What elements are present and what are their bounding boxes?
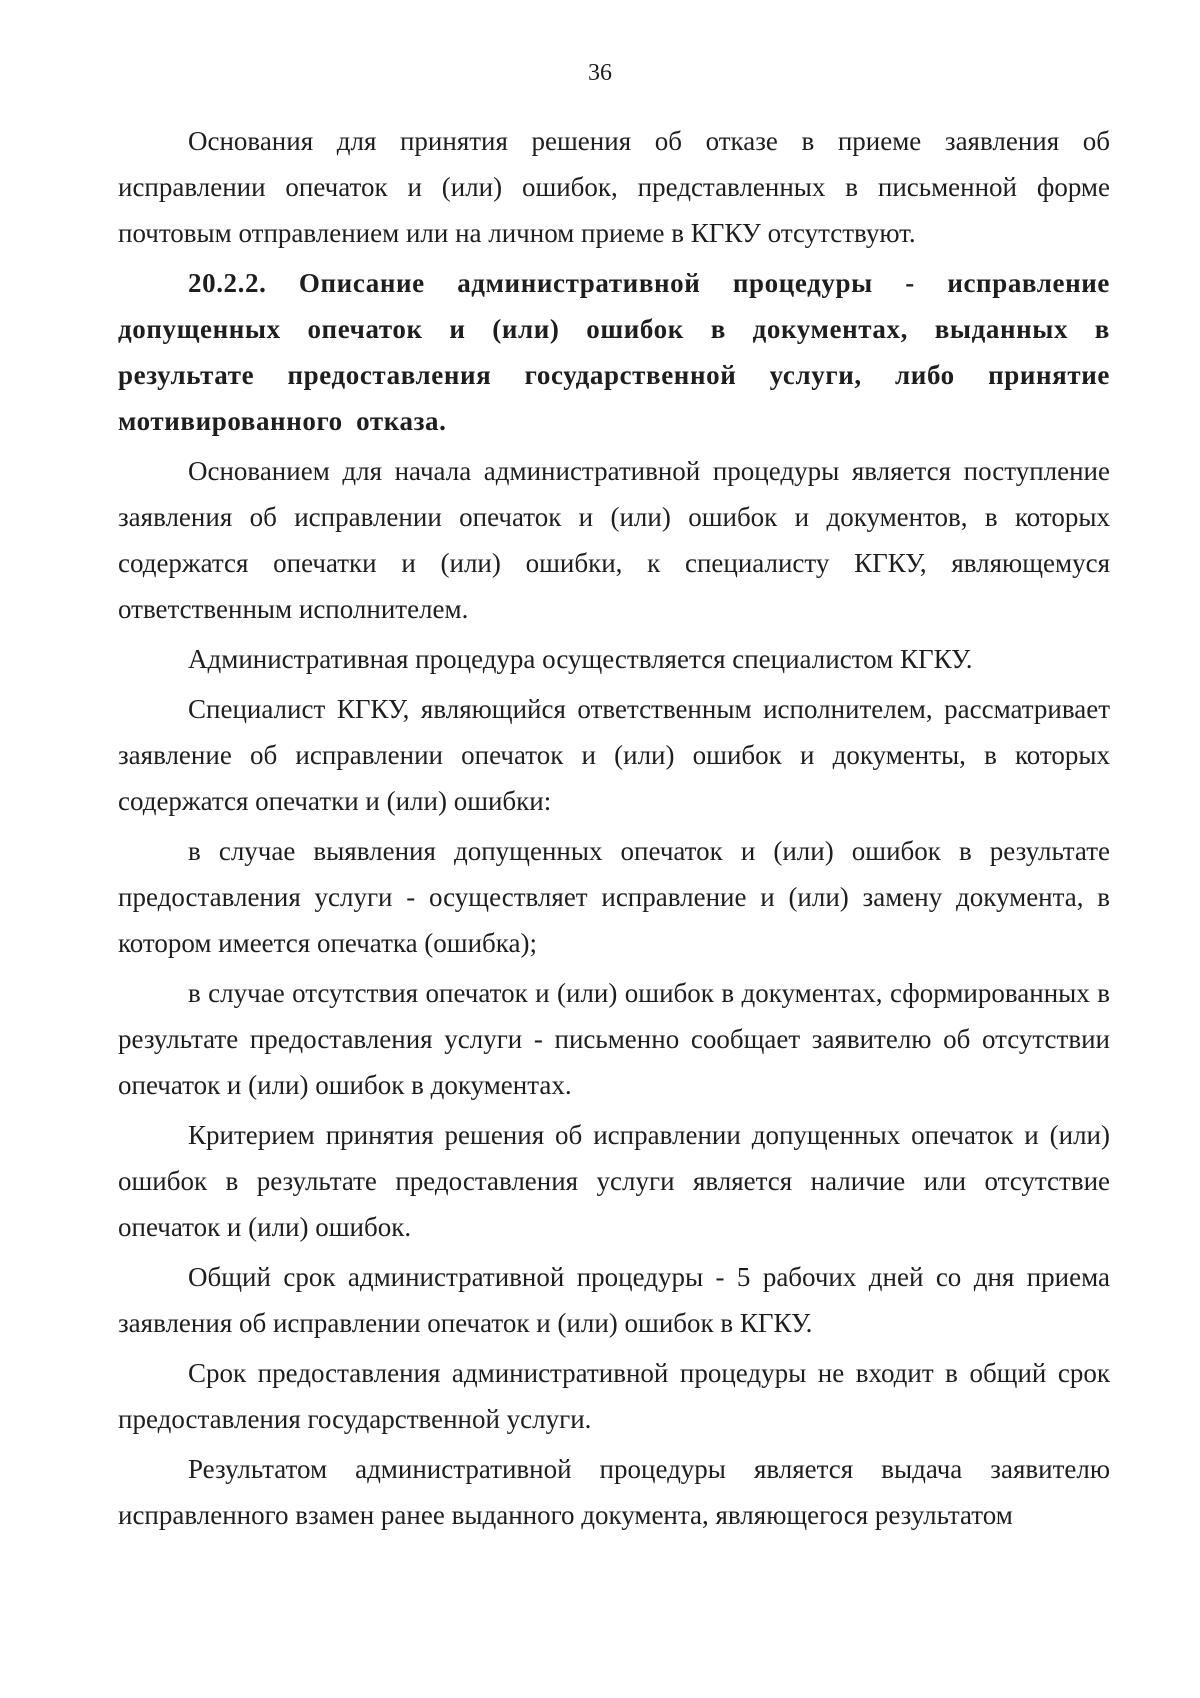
list-item-no-errors: в случае отсутствия опечаток и (или) ошибок в документах, сформированных в результате предоставления услуги - письменно сообщает заявителю об отсутствии опечаток и (или) ошибок в документах. — [118, 978, 1110, 1100]
page-number: 36 — [588, 60, 612, 86]
paragraph-procedure-basis: Основанием для начала административной процедуры является поступление заявления об исправлении опечаток и (или) ошибок и документов, в которых содержатся опечатки и (или) ошибки, к специалисту КГКУ, являющемуся ответственным исполнителем. — [118, 456, 1110, 624]
paragraph-procedure-performer: Административная процедура осуществляется специалистом КГКУ. — [188, 644, 973, 674]
paragraph-procedure-result: Результатом административной процедуры является выдача заявителю исправленного взамен ранее выданного документа, являющегося результатом — [118, 1454, 1110, 1530]
document-body — [118, 118, 1110, 1538]
list-item-errors-found: в случае выявления допущенных опечаток и (или) ошибок в результате предоставления услуги - осуществляет исправление и (или) замену документа, в котором имеется опечатка (ошибка); — [118, 836, 1110, 958]
paragraph-total-term: Общий срок административной процедуры - 5 рабочих дней со дня приема заявления об исправлении опечаток и (или) ошибок в КГКУ. — [118, 1262, 1110, 1338]
section-heading-20-2-2: 20.2.2. Описание административной процедуры - исправление допущенных опечаток и (или) ошибок в документах, выданных в результате предоставления государственной услуги, либо принятие мотивированного отказа. — [118, 268, 1110, 436]
paragraph-decision-criterion: Критерием принятия решения об исправлении допущенных опечаток и (или) ошибок в результате предоставления услуги является наличие или отсутствие опечаток и (или) ошибок. — [118, 1120, 1110, 1242]
paragraph-specialist-review: Специалист КГКУ, являющийся ответственным исполнителем, рассматривает заявление об исправлении опечаток и (или) ошибок и документы, в которых содержатся опечатки и (или) ошибки: — [118, 694, 1110, 816]
paragraph-term-exclusion: Срок предоставления административной процедуры не входит в общий срок предоставления государственной услуги. — [118, 1358, 1110, 1434]
paragraph-refusal-grounds: Основания для принятия решения об отказе в приеме заявления об исправлении опечаток и (или) ошибок, представленных в письменной форме почтовым отправлением или на личном приеме в КГКУ отсутствуют. — [118, 126, 1110, 248]
